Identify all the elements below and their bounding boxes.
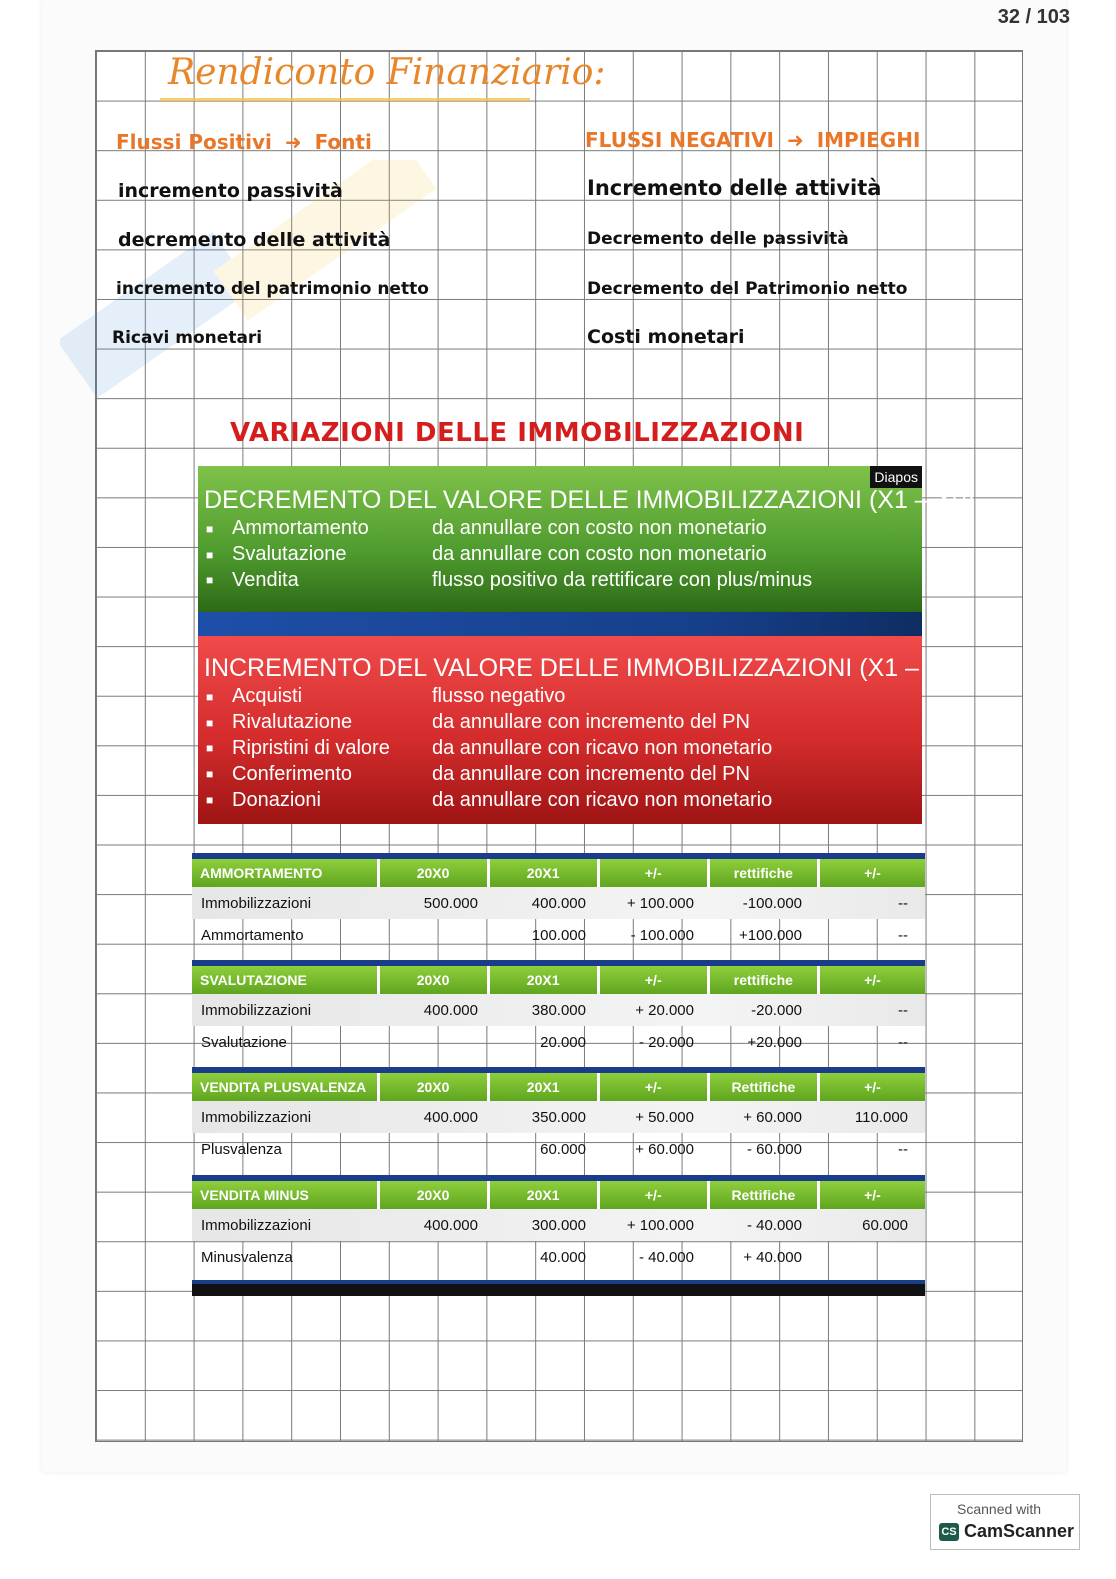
list-item [206,710,772,736]
table-cell: + 60.000 [743,1108,802,1126]
increase-box-title: INCREMENTO DEL VALORE DELLE IMMOBILIZZAZIONI (X1 – X0) [204,654,965,682]
list-item [206,761,772,787]
table-header [192,1073,925,1101]
bullet-icon: ■ [206,547,214,562]
table-cell: Minusvalenza [201,1248,293,1266]
table-cell: + 40.000 [743,1248,802,1266]
column-header: +/- [600,859,707,887]
sources-label: Fonti [314,130,372,154]
bullet-icon: ■ [206,767,214,782]
increase-box [198,636,965,824]
table-cell: Immobilizzazioni [201,1108,312,1126]
column-header: SVALUTAZIONE [192,966,377,994]
camscanner-badge [930,1494,1080,1550]
column-header: +/- [600,966,707,994]
table-row [192,1026,925,1058]
table-cell: - 40.000 [746,1216,802,1234]
column-header: +/- [600,1181,707,1209]
column-header: +/- [820,1181,925,1209]
page-counter: 32 / 103 [997,6,1070,28]
table-cell: Immobilizzazioni [201,1216,312,1234]
table-cell: -100.000 [742,894,802,912]
table-cell: 400.000 [423,1216,478,1234]
table-row [192,1101,925,1133]
page-title: Rendiconto Finanziario: [168,52,606,93]
item-term: Acquisti [232,685,303,708]
list-item [206,736,772,762]
column-header: +/- [820,966,925,994]
table-cell: 400.000 [531,894,586,912]
scanned-with-label: Scanned with [957,1501,1042,1517]
table-cell: Ammortamento [201,926,304,944]
column-header: rettifiche [710,966,817,994]
table-row [192,919,925,951]
table-cell: - 100.000 [630,926,694,944]
table-cell: 400.000 [423,1108,478,1126]
column-header: 20X0 [380,1181,487,1209]
table-cell: + 50.000 [635,1108,694,1126]
camscanner-brand: CamScanner [964,1521,1075,1541]
bullet-icon: ■ [206,689,214,704]
variations-heading: VARIAZIONI DELLE IMMOBILIZZAZIONI [230,418,805,448]
item-term: Ripristini di valore [232,736,390,759]
table-cell: + 100.000 [626,894,694,912]
table-cell: 300.000 [531,1216,586,1234]
bullet-icon: ■ [206,715,214,730]
item-desc: da annullare con costo non monetario [432,517,767,540]
positive-item: incremento passività [118,180,343,202]
list-item [206,568,812,594]
table-bottom-bar [192,1280,925,1296]
negative-item: Incremento delle attività [587,176,882,200]
table-cell: - 40.000 [638,1248,694,1266]
table-cell: -- [898,926,908,944]
table-cell: 380.000 [531,1001,586,1019]
decrease-box-list [206,516,812,593]
table-cell: 400.000 [423,1001,478,1019]
table-cell: -- [898,1140,908,1158]
item-term: Donazioni [232,788,321,811]
table-cell: + 100.000 [626,1216,694,1234]
column-header: rettifiche [710,859,817,887]
table-cell: -- [898,1001,908,1019]
negative-flows-label: FLUSSI NEGATIVI [585,128,774,152]
negative-item: Decremento del Patrimonio netto [587,279,908,299]
camscanner-logo-icon: CS [939,1523,959,1541]
uses-label: IMPIEGHI [816,128,921,152]
table-cell: -20.000 [751,1001,802,1019]
item-term: Svalutazione [232,543,347,566]
table-header [192,1181,925,1209]
slide-badge: Diapos [870,466,922,488]
negative-item: Decremento delle passività [587,229,849,249]
table-header [192,966,925,994]
column-header: Rettifiche [710,1181,817,1209]
item-desc: da annullare con ricavo non monetario [432,788,773,811]
table-cell: 500.000 [423,894,478,912]
column-header: 20X1 [490,1073,597,1101]
item-desc: da annullare con incremento del PN [432,711,750,734]
positive-flows-header [116,130,372,154]
table-header [192,859,925,887]
item-desc: da annullare con incremento del PN [432,762,750,785]
item-desc: flusso positivo da rettificare con plus/minus [432,568,813,591]
table-cell: - 60.000 [746,1140,802,1158]
column-header: 20X1 [490,859,597,887]
table-cell: 110.000 [854,1108,908,1126]
table-row [192,1241,925,1273]
positive-item: incremento del patrimonio netto [116,279,429,299]
item-term: Rivalutazione [232,711,353,734]
table-cell: 100.000 [531,926,586,944]
column-header: Rettifiche [710,1073,817,1101]
column-header: +/- [600,1073,707,1101]
table-row [192,994,925,1026]
list-item [206,787,772,813]
column-header: 20X0 [380,966,487,994]
negative-flows-header [585,128,920,152]
table-row [192,887,925,919]
table-cell: Plusvalenza [201,1140,282,1158]
table-cell: 350.000 [531,1108,586,1126]
column-header: +/- [820,859,925,887]
table-svalutazione [192,960,925,1058]
table-ammortamento [192,853,925,951]
arrow-right-icon: ➜ [284,130,302,154]
table-cell: + 60.000 [635,1140,694,1158]
column-header: +/- [820,1073,925,1101]
column-header: 20X1 [490,966,597,994]
title-underline [160,98,530,101]
list-item [206,516,812,542]
negative-item: Costi monetari [587,326,745,348]
positive-flows-label: Flussi Positivi [116,130,272,154]
bullet-icon: ■ [206,793,214,808]
bullet-icon: ■ [206,573,214,588]
item-desc: flusso negativo [432,685,566,708]
decrease-box [198,466,975,612]
item-term: Conferimento [232,762,353,785]
positive-item: decremento delle attività [118,229,391,251]
bullet-icon: ■ [206,741,214,756]
bullet-icon: ■ [206,521,214,536]
list-item [206,684,772,710]
increase-box-list [206,684,772,813]
table-row [192,1209,925,1241]
column-header: AMMORTAMENTO [192,859,377,887]
table-row [192,1133,925,1165]
item-desc: da annullare con costo non monetario [432,543,767,566]
table-cell: 60.000 [540,1140,586,1158]
divider-bar [198,612,922,636]
table-cell: Immobilizzazioni [201,894,312,912]
column-header: VENDITA PLUSVALENZA [192,1073,377,1101]
item-term: Vendita [232,568,299,591]
table-cell: +100.000 [739,926,802,944]
column-header: 20X1 [490,1181,597,1209]
table-cell: -- [898,894,908,912]
item-term: Ammortamento [232,517,369,540]
table-cell: 20.000 [540,1033,586,1051]
table-vendita-plusvalenza [192,1067,925,1165]
column-header: 20X0 [380,859,487,887]
table-cell: - 20.000 [638,1033,694,1051]
table-cell: +20.000 [747,1033,802,1051]
table-cell: + 20.000 [635,1001,694,1019]
decrease-box-title: DECREMENTO DEL VALORE DELLE IMMOBILIZZAZIONI (X1 – X0) [204,486,975,514]
table-cell: 40.000 [540,1248,586,1266]
list-item [206,542,812,568]
positive-item: Ricavi monetari [112,328,263,348]
table-cell: 60.000 [862,1216,908,1234]
arrow-right-icon: ➜ [786,128,804,152]
item-desc: da annullare con ricavo non monetario [432,736,773,759]
table-cell: Svalutazione [201,1033,287,1051]
table-vendita-minus [192,1175,925,1273]
table-cell: Immobilizzazioni [201,1001,312,1019]
column-header: 20X0 [380,1073,487,1101]
table-cell: -- [898,1033,908,1051]
column-header: VENDITA MINUS [192,1181,377,1209]
